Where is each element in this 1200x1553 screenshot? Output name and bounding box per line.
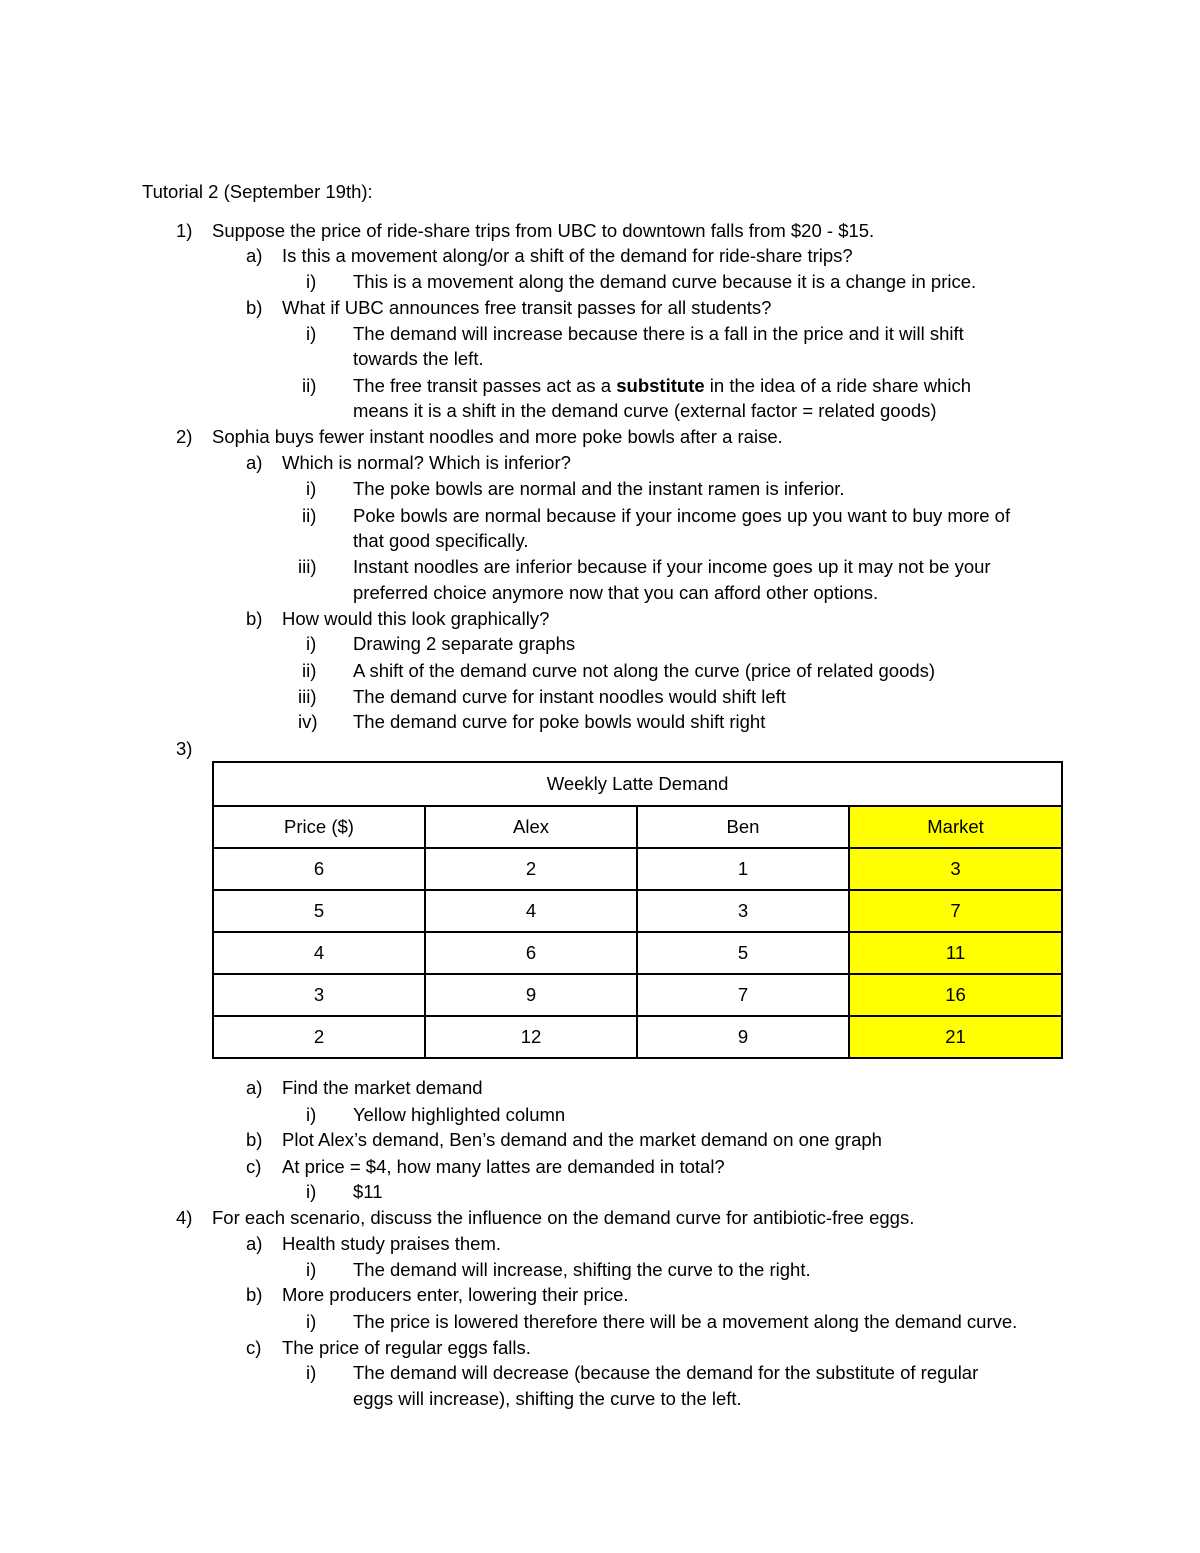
price-cell: 2 [213,1016,425,1058]
market-cell: 3 [849,848,1062,890]
price-cell: 4 [213,932,425,974]
table-caption: Weekly Latte Demand [213,762,1062,806]
market-cell: 7 [849,890,1062,932]
sub-label: b) [246,1129,263,1150]
answer-text-continued: eggs will increase), shifting the curve to the left. [353,1388,742,1409]
question-text: For each scenario, discuss the influence on the demand curve for antibiotic-free eggs. [212,1207,915,1228]
answer-label: ii) [302,375,317,396]
question-number: 3) [176,738,193,759]
sub-question-text: Plot Alex’s demand, Ben’s demand and the market demand on one graph [282,1129,882,1150]
answer-text-continued: towards the left. [353,348,484,369]
sub-label: a) [246,1077,263,1098]
answer-label: i) [306,1104,317,1125]
sub-question-text: Health study praises them. [282,1233,502,1254]
answer-text: This is a movement along the demand curve because it is a change in price. [353,271,977,292]
answer-label: ii) [302,660,317,681]
answer-text: Poke bowls are normal because if your income goes up you want to buy more of [353,505,1011,526]
sub-question-text: What if UBC announces free transit passes for all students? [282,297,772,318]
answer-text: Instant noodles are inferior because if your income goes up it may not be your [353,556,991,577]
sub-label: a) [246,452,263,473]
answer-text: The demand curve for instant noodles would shift left [353,686,786,707]
table-row [213,1016,1062,1058]
sub-label: c) [246,1156,262,1177]
answer-text: The demand will increase, shifting the curve to the right. [353,1259,811,1280]
answer-label: ii) [302,505,317,526]
alex-cell: 2 [425,848,637,890]
answer-label: iv) [298,711,318,732]
market-cell: 21 [849,1016,1062,1058]
alex-cell: 6 [425,932,637,974]
market-cell: 16 [849,974,1062,1016]
answer-label: i) [306,271,317,292]
answer-text [353,375,971,397]
ben-cell: 1 [637,848,849,890]
ben-cell: 3 [637,890,849,932]
answer-label: iii) [298,556,317,577]
sub-label: b) [246,1284,263,1305]
ben-cell: 5 [637,932,849,974]
price-cell: 5 [213,890,425,932]
page-title: Tutorial 2 (September 19th): [142,181,373,202]
sub-question-text: Is this a movement along/or a shift of the demand for ride-share trips? [282,245,853,266]
question-text: Suppose the price of ride-share trips from UBC to downtown falls from $20 - $15. [212,220,875,241]
answer-label: i) [306,1311,317,1332]
answer-text-continued: means it is a shift in the demand curve (external factor = related goods) [353,400,937,421]
column-header-price: Price ($) [213,806,425,848]
answer-text: The demand will increase because there is a fall in the price and it will shift [353,323,964,344]
question-number: 1) [176,220,193,241]
table-caption-row [213,762,1062,806]
alex-cell: 12 [425,1016,637,1058]
answer-text: The demand curve for poke bowls would shift right [353,711,766,732]
answer-text-continued: that good specifically. [353,530,529,551]
answer-text: A shift of the demand curve not along the curve (price of related goods) [353,660,936,681]
answer-label: i) [306,1362,317,1383]
column-header-ben: Ben [637,806,849,848]
bold-keyword: substitute [616,375,705,396]
answer-text: The price is lowered therefore there will be a movement along the demand curve. [353,1311,1018,1332]
table-row [213,890,1062,932]
latte-demand-table [212,761,1063,1059]
table-row [213,974,1062,1016]
sub-label: a) [246,245,263,266]
sub-question-text: Which is normal? Which is inferior? [282,452,571,473]
alex-cell: 9 [425,974,637,1016]
answer-text-prefix: The free transit passes act as a [353,375,617,396]
table-row [213,932,1062,974]
price-cell: 6 [213,848,425,890]
answer-label: i) [306,1181,317,1202]
answer-label: i) [306,323,317,344]
answer-label: i) [306,1259,317,1280]
question-number: 4) [176,1207,193,1228]
ben-cell: 9 [637,1016,849,1058]
sub-label: b) [246,608,263,629]
column-header-market: Market [849,806,1062,848]
sub-label: a) [246,1233,263,1254]
sub-question-text: The price of regular eggs falls. [282,1337,531,1358]
column-header-alex: Alex [425,806,637,848]
price-cell: 3 [213,974,425,1016]
sub-question-text: How would this look graphically? [282,608,550,629]
answer-text: The poke bowls are normal and the instant ramen is inferior. [353,478,845,499]
sub-question-text: Find the market demand [282,1077,483,1098]
sub-label: c) [246,1337,262,1358]
table-header-row [213,806,1062,848]
answer-text-suffix: in the idea of a ride share which [704,375,971,396]
market-cell: 11 [849,932,1062,974]
question-text: Sophia buys fewer instant noodles and more poke bowls after a raise. [212,426,783,447]
answer-text: The demand will decrease (because the demand for the substitute of regular [353,1362,979,1383]
answer-text: $11 [353,1181,383,1202]
answer-text: Drawing 2 separate graphs [353,633,576,654]
table-row [213,848,1062,890]
answer-label: iii) [298,686,317,707]
answer-label: i) [306,633,317,654]
sub-question-text: More producers enter, lowering their price. [282,1284,629,1305]
question-number: 2) [176,426,193,447]
answer-label: i) [306,478,317,499]
alex-cell: 4 [425,890,637,932]
answer-text-continued: preferred choice anymore now that you can afford other options. [353,582,879,603]
answer-text: Yellow highlighted column [353,1104,566,1125]
ben-cell: 7 [637,974,849,1016]
sub-label: b) [246,297,263,318]
sub-question-text: At price = $4, how many lattes are demanded in total? [282,1156,725,1177]
